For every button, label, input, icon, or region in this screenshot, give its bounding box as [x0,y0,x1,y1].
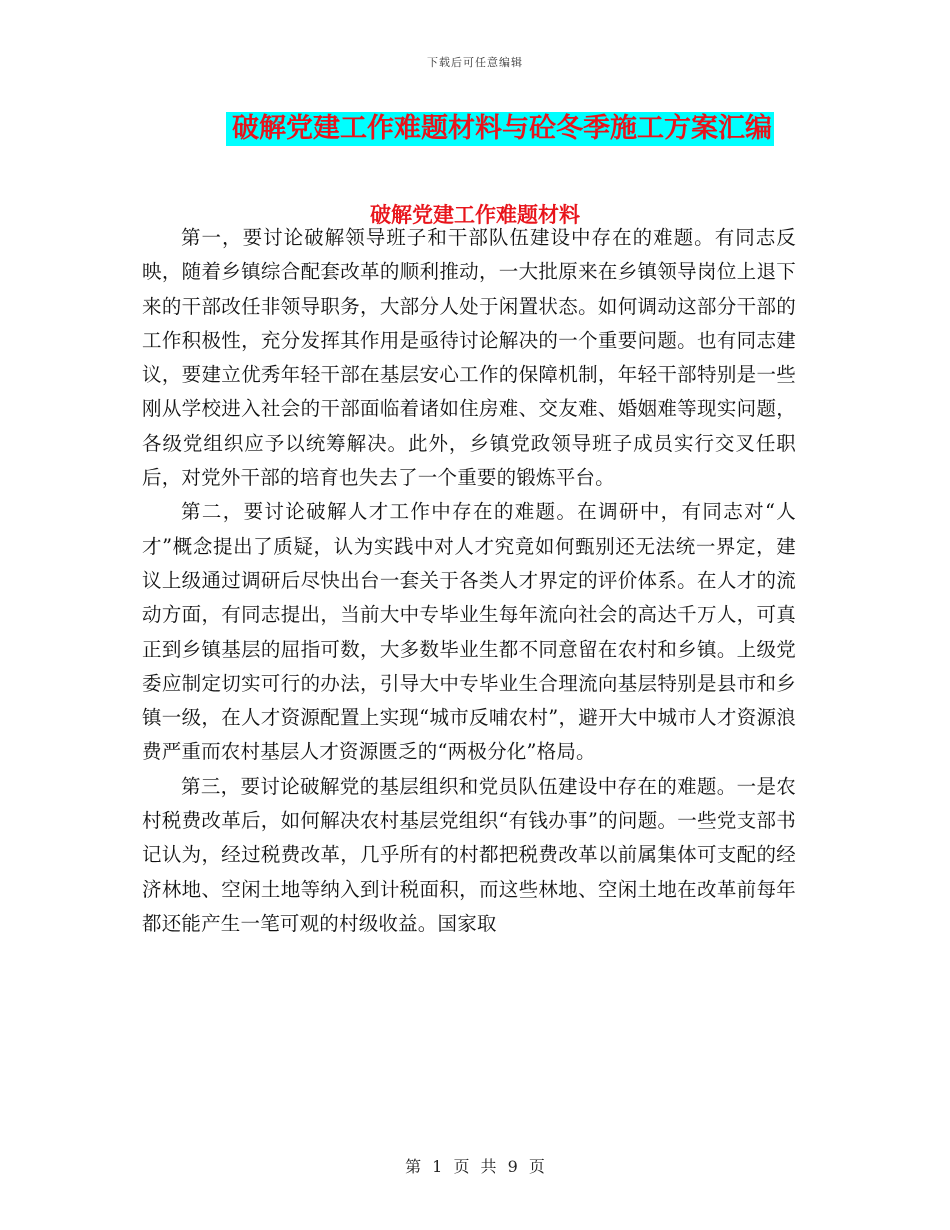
main-title-container [0,112,950,146]
paragraph-1: 第一，要讨论破解领导班子和干部队伍建设中存在的难题。有同志反映，随着乡镇综合配套改革的顺利推动，一大批原来在乡镇领导岗位上退下来的干部改任非领导职务，大部分人处于闲置状态。如何调动这部分干部的工作积极性，充分发挥其作用是亟待讨论解决的一个重要问题。也有同志建议，要建立优秀年轻干部在基层安心工作的保障机制，年轻干部特别是一些刚从学校进入社会的干部面临着诸如住房难、交友难、婚姻难等现实问题，各级党组织应予以统筹解决。此外，乡镇党政领导班子成员实行交叉任职后，对党外干部的培育也失去了一个重要的锻炼平台。 [142,226,796,490]
paragraph-2: 第二，要讨论破解人才工作中存在的难题。在调研中，有同志对“人才”概念提出了质疑，认为实践中对人才究竟如何甄别还无法统一界定，建议上级通过调研后尽快出台一套关于各类人才界定的评价体系。在人才的流动方面，有同志提出，当前大中专毕业生每年流向社会的高达千万人，可真正到乡镇基层的屈指可数，大多数毕业生都不同意留在农村和乡镇。上级党委应制定切实可行的办法，引导大中专毕业生合理流向基层特别是县市和乡镇一级，在人才资源配置上实现“城市反哺农村”，避开大中城市人才资源浪费严重而农村基层人才资源匮乏的“两极分化”格局。 [142,500,796,764]
document-body [142,221,796,941]
header-note: 下载后可任意编辑 [427,56,523,69]
page-indicator: 第 1 页 共 9 页 [405,1157,545,1176]
paragraph-3: 第三，要讨论破解党的基层组织和党员队伍建设中存在的难题。一是农村税费改革后，如何解决农村基层党组织“有钱办事”的问题。一些党支部书记认为，经过税费改革，几乎所有的村都把税费改革以前属集体可支配的经济林地、空闲土地等纳入到计税面积，而这些林地、空闲土地在改革前每年都还能产生一笔可观的村级收益。国家取 [142,774,796,935]
section-title: 破解党建工作难题材料 [370,202,580,227]
main-title: 破解党建工作难题材料与砼冬季施工方案汇编 [226,112,774,146]
